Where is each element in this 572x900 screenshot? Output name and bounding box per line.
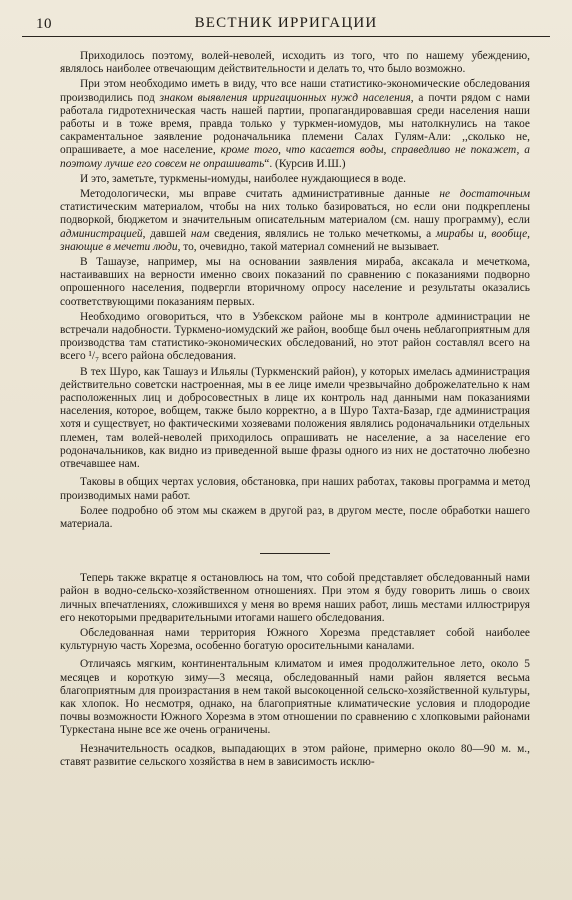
paragraph-text: статистическим материалом, чтобы на них только базироваться, но если они подкреплены подворкой, бюджетом и значительным описательным материалом (см. нашу программу), если	[60, 201, 530, 227]
paragraph-text: , то, очевидно, такой материал сомнений не вызывает.	[177, 240, 440, 253]
paragraph	[60, 173, 530, 186]
paragraph-text: Методологически, мы вправе считать административные данные	[80, 188, 440, 201]
paragraph-text: Обследованная нами территория Южного Хорезма представляет собой наиболее культурную часть Хорезма, особенно богатую оросительными каналами.	[60, 626, 530, 653]
paragraph	[60, 311, 530, 364]
italic-emphasis: кроме того, что касается воды, справедливо не покажет, а поэтому лучше его совсем не опрашивать	[60, 144, 530, 170]
italic-emphasis: не достаточным	[439, 188, 531, 201]
paragraph-text: И это, заметьте, туркмены-иомуды, наиболее нуждающиеся в воде.	[80, 172, 406, 185]
paragraph-text: Таковы в общих чертах условия, обстановка, при наших работах, таковы программа и метод производимых нами работ.	[60, 476, 530, 502]
paragraph-text: сведения, являлись не только мечеткомы, а	[209, 227, 436, 240]
paragraph-text: В тех Шуро, как Ташауз и Ильялы (Туркменский район), у которых имелась администрация действительно советски настроенная, мы в ее лице имели чрезвычайно доброжелательно к нам расположенных лиц и добросовестных в лице их контроль над данными нам показаниями населения, которое, вобщем, также было корректно, а в Шуро Тахта-Базар, где администрация хотя и существует, но фактическими хозяевами положения являлись родоначальники отдельных племен, там волей-неволей приходилось опрашивать не население, а за население его родоначальников, как видно из приведенной выше фразы одного из них не достаточно любезно отвечавшее нам.	[60, 365, 530, 471]
paragraph-text: Более подробно об этом мы скажем в другой раз, в другом месте, после обработки нашего материала.	[60, 504, 530, 530]
paragraph	[60, 627, 530, 653]
section-divider	[260, 553, 330, 554]
paragraph	[60, 366, 530, 472]
paragraph-text: , давшей	[142, 227, 191, 240]
paragraph	[60, 572, 530, 625]
italic-emphasis: знаком выявления ирригационных нужд населения	[159, 91, 411, 104]
paragraph	[60, 743, 530, 769]
italic-emphasis: мирабы и, вообще, знающие в мечети люди	[60, 227, 530, 253]
paragraph	[60, 188, 530, 254]
paragraph-text: , а почти рядом с нами работала гидротехническая часть нашей партии, пропагандировавшая среди населения наши работы и в тоже время, правда только у туркмен-иомудов, мы натолкнулись на такое сакраментальное заявление родоначальника племени Салах Гулям-Али: ,,сколько не, опрашиваете, а мое население,	[60, 91, 531, 157]
italic-emphasis: администрацией	[60, 227, 143, 240]
paragraph	[60, 505, 530, 531]
paragraph-text: При этом необходимо иметь в виду, что все наши статистико-экономические обследования производились под	[60, 78, 530, 104]
paragraph	[60, 78, 530, 170]
paragraph-text: Незначительность осадков, выпадающих в этом районе, примерно около 80—90 м. м., ставят развитие сельского хозяйства в нем в зависимость исклю-	[60, 742, 530, 768]
paragraph-text: Приходилось поэтому, волей-неволей, исходить из того, что по нашему убеждению, являлось наиболее отвечающим действительности и делать то, что было возможно.	[60, 50, 530, 76]
italic-emphasis: нам	[190, 227, 210, 240]
paragraph-text: “. (Курсив И.Ш.)	[264, 157, 346, 170]
page-number: 10	[36, 16, 52, 32]
paragraph-text: Необходимо оговориться, что в Узбекском районе мы в контроле администрации не встречали надобности. Туркмено-иомудский же район, вообще был очень неблагоприятным для производства там статистико-экономических обследований, но этот район составлял всего на всего ¹/₇ всего района обследования.	[60, 310, 530, 363]
paragraph	[60, 50, 530, 76]
page-header	[22, 10, 550, 37]
paragraph-text: Теперь также вкратце я остановлюсь на том, что собой представляет обследованный нами район в водно-сельско-хозяйственном отношениях. При этом я буду говорить лишь о своих личных впечатлениях, сложившихся у меня во время наших работ, лишь местами иллюстрируя его некоторыми предварительными итогами нашего обследования.	[60, 572, 530, 624]
paragraph	[60, 658, 530, 737]
paragraph-text: Отличаясь мягким, континентальным климатом и имея продолжительное лето, около 5 месяцев и короткую зиму—3 месяца, обследованный нами район является весьма благоприятным для произрастания в нем такой высокоценной сельско-хозяйственной культуры, как хлопок. Но несмотря, однако, на благоприятные климатические условия и плодородие почвы возможности Южного Хорезма в этом отношении по сравнению с хлопковыми районами Туркестана ныне все же очень ограничены.	[60, 658, 530, 737]
paragraph	[60, 256, 530, 309]
paragraph	[60, 476, 530, 502]
journal-title: ВЕСТНИК ИРРИГАЦИИ	[194, 15, 378, 31]
article-body	[60, 50, 530, 771]
paragraph-text: В Ташаузе, например, мы на основании заявления мираба, аксакала и мечеткома, настаивавших на верности именно своих показаний по сравнению с показаниями подворно опрошенного населения, подвергли вторичному опросу население и результаты оказались соответствующими показаниям первых.	[60, 256, 530, 308]
